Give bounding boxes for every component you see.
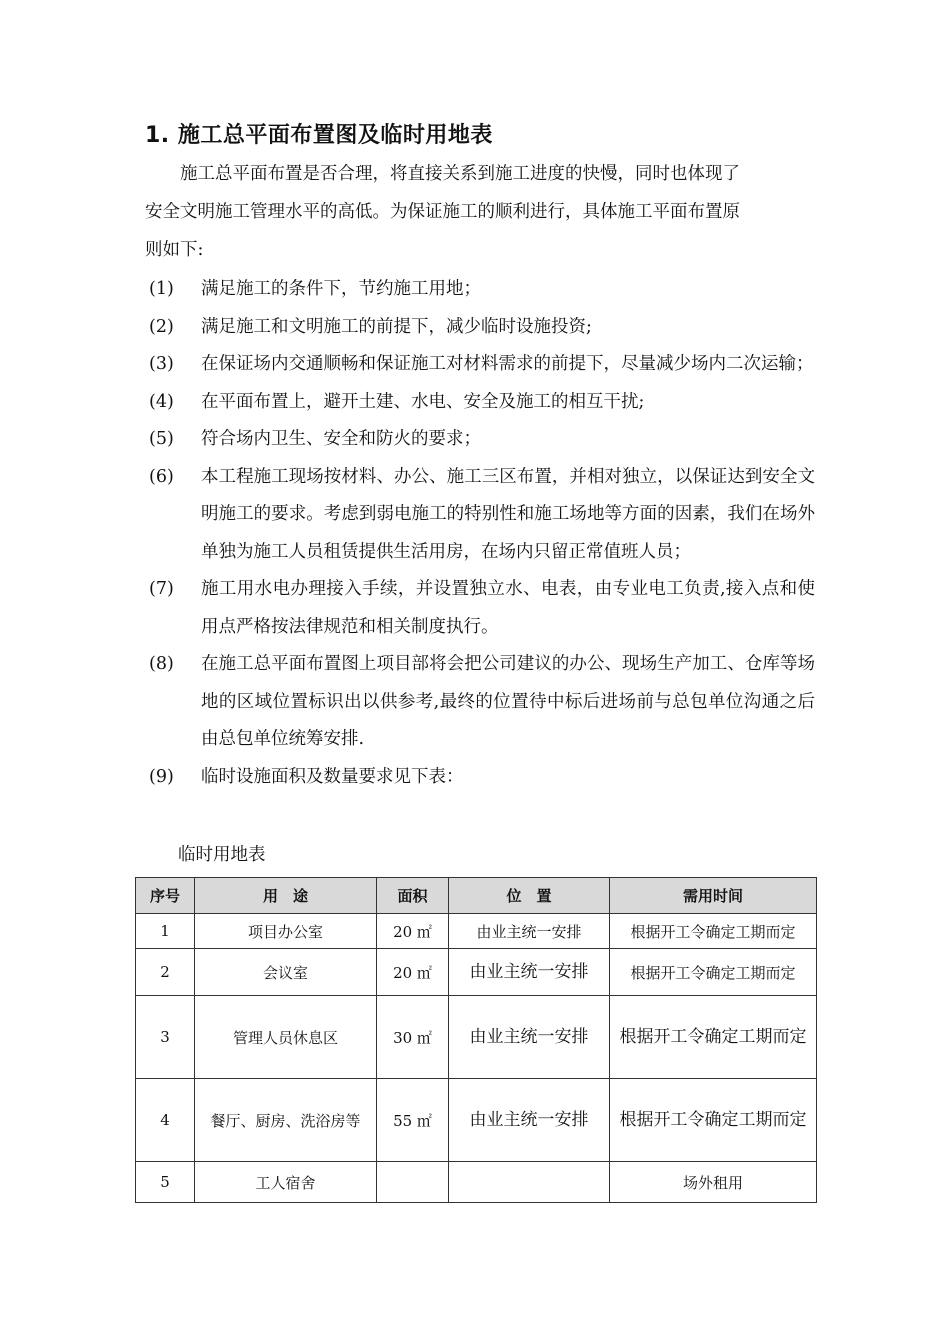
list-number: (1) (149, 279, 174, 299)
list-text: 在施工总平面布置图上项目部将会把公司建议的办公、现场生产加工、仓库等场地的区域位置标识出以供参考,最终的位置待中标后进场前与总包单位沟通之后由总包单位统筹安排. (201, 654, 815, 749)
cell-use: 会议室 (195, 949, 377, 996)
cell-time: 根据开工令确定工期而定 (610, 949, 817, 996)
intro-line-3: 则如下: (145, 240, 204, 260)
table-caption: 临时用地表 (178, 845, 266, 865)
list-item (145, 571, 815, 646)
cell-no: 3 (136, 996, 195, 1079)
cell-use: 项目办公室 (195, 914, 377, 949)
header-use: 用 途 (195, 878, 377, 914)
principles-list (145, 271, 815, 796)
section-heading: 1. 施工总平面布置图及临时用地表 (145, 123, 493, 148)
list-item (145, 346, 815, 384)
header-location: 位 置 (449, 878, 610, 914)
intro-line-1: 施工总平面布置是否合理，将直接关系到施工进度的快慢，同时也体现了 (180, 164, 740, 184)
list-item (145, 384, 815, 422)
list-number: (3) (149, 354, 174, 374)
header-no: 序号 (136, 878, 195, 914)
table-header-row (136, 878, 817, 914)
list-number: (4) (149, 391, 174, 412)
cell-use: 工人宿舍 (195, 1162, 377, 1203)
cell-location: 由业主统一安排 (449, 914, 610, 949)
cell-time: 场外租用 (610, 1162, 817, 1203)
list-text: 满足施工的条件下，节约施工用地； (201, 279, 481, 299)
list-item (145, 459, 815, 572)
cell-location: 由业主统一安排 (449, 996, 610, 1079)
cell-no: 1 (136, 914, 195, 949)
list-number: (9) (149, 766, 174, 787)
list-item (145, 646, 815, 759)
intro-line-2: 安全文明施工管理水平的高低。为保证施工的顺利进行，具体施工平面布置原 (145, 202, 740, 222)
cell-use: 餐厅、厨房、洗浴房等 (195, 1079, 377, 1162)
table-row (136, 1079, 817, 1162)
header-area: 面积 (377, 878, 449, 914)
table-row (136, 1162, 817, 1203)
cell-time: 根据开工令确定工期而定 (610, 996, 817, 1079)
land-use-table (135, 877, 817, 1203)
cell-area: 30 ㎡ (377, 996, 449, 1079)
list-number: (8) (149, 654, 174, 674)
list-item (145, 309, 815, 347)
cell-area: 20 ㎡ (377, 949, 449, 996)
list-text: 临时设施面积及数量要求见下表： (201, 766, 464, 787)
cell-time: 根据开工令确定工期而定 (610, 1079, 817, 1162)
cell-area (377, 1162, 449, 1203)
cell-area: 20 ㎡ (377, 914, 449, 949)
cell-time: 根据开工令确定工期而定 (610, 914, 817, 949)
table-row (136, 996, 817, 1079)
list-number: (2) (149, 316, 174, 337)
cell-location: 由业主统一安排 (449, 1079, 610, 1162)
cell-use: 管理人员休息区 (195, 996, 377, 1079)
cell-no: 5 (136, 1162, 195, 1203)
list-number: (5) (149, 429, 174, 449)
cell-location (449, 1162, 610, 1203)
cell-area: 55 ㎡ (377, 1079, 449, 1162)
cell-no: 2 (136, 949, 195, 996)
list-text: 本工程施工现场按材料、办公、施工三区布置，并相对独立，以保证达到安全文明施工的要求。考虑到弱电施工的特别性和施工场地等方面的因素，我们在场外单独为施工人员租赁提供生活用房，在场内只留正常值班人员； (201, 466, 815, 562)
list-text: 在保证场内交通顺畅和保证施工对材料需求的前提下，尽量减少场内二次运输； (201, 354, 814, 374)
table-row (136, 949, 817, 996)
cell-no: 4 (136, 1079, 195, 1162)
cell-location: 由业主统一安排 (449, 949, 610, 996)
list-text: 施工用水电办理接入手续，并设置独立水、电表，由专业电工负责,接入点和使用点严格按法律规范和相关制度执行。 (201, 579, 815, 637)
list-number: (7) (149, 579, 174, 599)
list-number: (6) (149, 466, 174, 487)
list-text: 在平面布置上，避开土建、水电、安全及施工的相互干扰; (201, 391, 645, 412)
table-row (136, 914, 817, 949)
list-item (145, 271, 815, 309)
list-item (145, 759, 815, 797)
header-time: 需用时间 (610, 878, 817, 914)
list-text: 满足施工和文明施工的前提下，减少临时设施投资; (201, 316, 592, 337)
list-text: 符合场内卫生、安全和防火的要求； (201, 429, 481, 449)
list-item (145, 421, 815, 459)
